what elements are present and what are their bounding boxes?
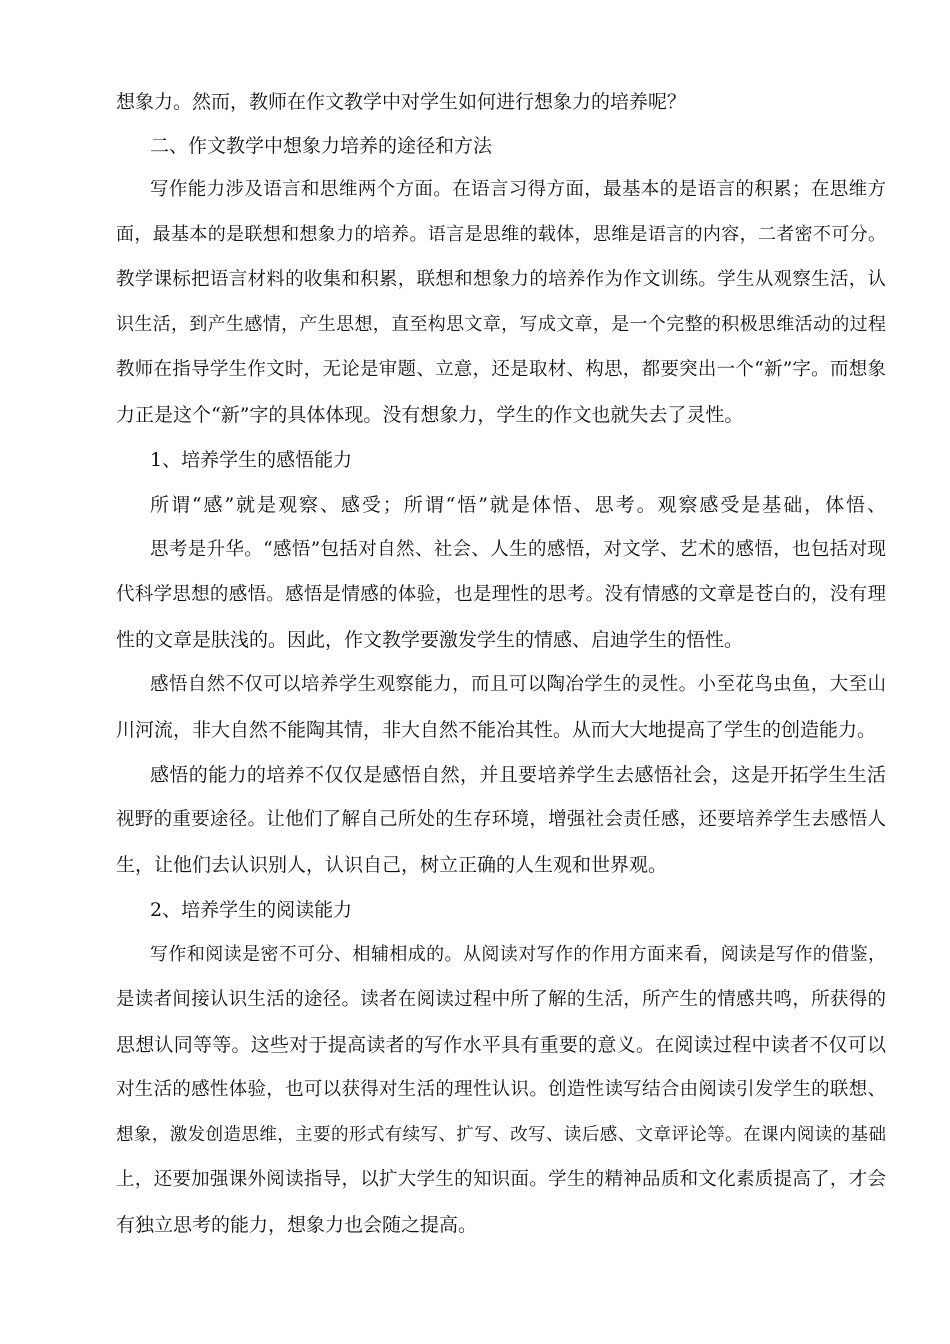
- section-heading: 二、作文教学中想象力培养的途径和方法: [150, 135, 493, 157]
- text-line: 川河流，非大自然不能陶其情，非大自然不能冶其性。从而大大地提高了学生的创造能力。: [116, 719, 877, 741]
- text-line: 面，最基本的是联想和想象力的培养。语言是思维的载体，思维是语言的内容，二者密不可分。: [116, 224, 886, 245]
- text-line: 想象力。然而，教师在作文教学中对学生如何进行想象力的培养呢？: [116, 91, 687, 113]
- text-line: 生，让他们去认识别人，认识自己，树立正确的人生观和世界观。: [116, 854, 668, 876]
- subsection-heading: 2、培养学生的阅读能力: [150, 899, 353, 921]
- text-line: 力正是这个“新”字的具体体现。没有想象力，学生的作文也就失去了灵性。: [116, 404, 744, 426]
- text-line: 对生活的感性体验，也可以获得对生活的理性认识。创造性读写结合由阅读引发学生的联想、: [116, 1079, 886, 1100]
- text-line: 感悟自然不仅可以培养学生观察能力，而且可以陶冶学生的灵性。小至花鸟虫鱼，大至山: [150, 674, 886, 695]
- text-line: 写作和阅读是密不可分、相辅相成的。从阅读对写作的作用方面来看，阅读是写作的借鉴，: [150, 944, 886, 965]
- text-line: 性的文章是肤浅的。因此，作文教学要激发学生的情感、启迪学生的悟性。: [116, 629, 744, 651]
- text-line: 教学课标把语言材料的收集和积累，联想和想象力的培养作为作文训练。学生从观察生活，认: [116, 269, 886, 290]
- text-line: 有独立思考的能力，想象力也会随之提高。: [116, 1214, 478, 1236]
- subsection-heading: 1、培养学生的感悟能力: [150, 449, 353, 471]
- text-line: 上，还要加强课外阅读指导，以扩大学生的知识面。学生的精神品质和文化素质提高了，才会: [116, 1169, 886, 1190]
- text-line: 教师在指导学生作文时，无论是审题、立意，还是取材、构思，都要突出一个“新”字。而想象: [116, 359, 886, 380]
- text-line: 写作能力涉及语言和思维两个方面。在语言习得方面，最基本的是语言的积累；在思维方: [150, 179, 886, 200]
- text-line: 代科学思想的感悟。感悟是情感的体验，也是理性的思考。没有情感的文章是苍白的，没有理: [116, 584, 886, 605]
- text-line: 识生活，到产生感情，产生思想，直至构思文章，写成文章，是一个完整的积极思维活动的过程: [116, 314, 886, 335]
- text-line: 视野的重要途径。让他们了解自己所处的生存环境，增强社会责任感，还要培养学生去感悟人: [116, 809, 886, 830]
- text-line: 思想认同等等。这些对于提高读者的写作水平具有重要的意义。在阅读过程中读者不仅可以: [116, 1034, 886, 1056]
- text-line: 思考是升华。“感悟”包括对自然、社会、人生的感悟，对文学、艺术的感悟，也包括对现: [150, 539, 886, 560]
- text-line: 是读者间接认识生活的途径。读者在阅读过程中所了解的生活，所产生的情感共鸣，所获得的: [116, 989, 886, 1010]
- text-line: 感悟的能力的培养不仅仅是感悟自然，并且要培养学生去感悟社会，这是开拓学生生活: [150, 764, 886, 786]
- text-line: 所谓“感”就是观察、感受；所谓“悟”就是体悟、思考。观察感受是基础，体悟、: [150, 494, 886, 516]
- text-line: 想象，激发创造思维，主要的形式有续写、扩写、改写、读后感、文章评论等。在课内阅读的基础: [116, 1125, 886, 1145]
